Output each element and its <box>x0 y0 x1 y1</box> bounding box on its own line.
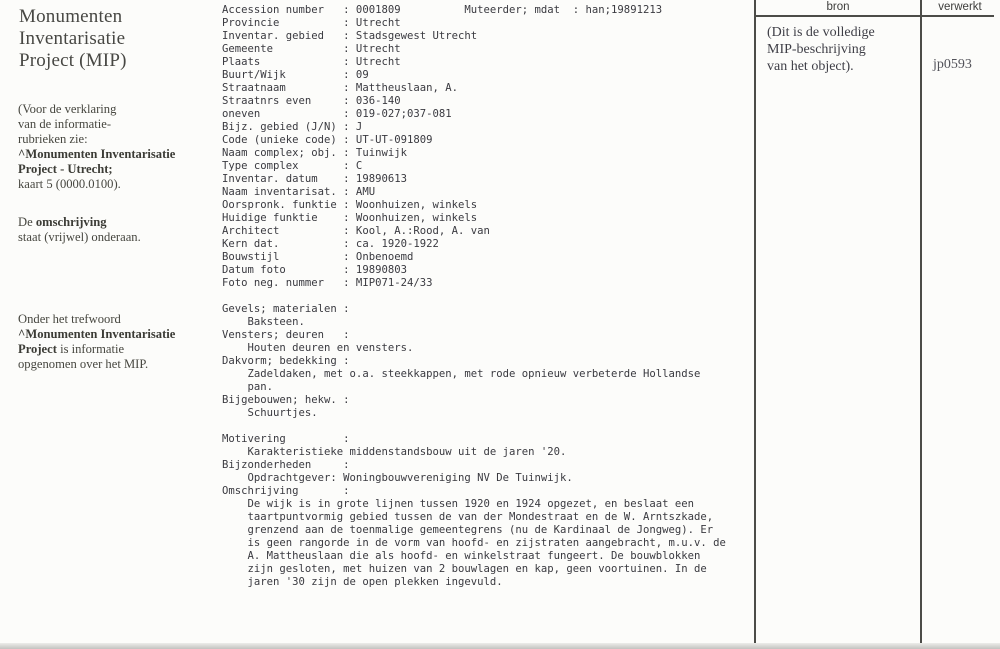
sidebar-note-trefwoord <box>18 312 175 372</box>
record-line: Opdrachtgever: Woningbouwvereniging NV De Tuinwijk. <box>222 472 573 484</box>
verwerkt-column-header: verwerkt <box>938 1 982 13</box>
sidebar-note-line: staat (vrijwel) onderaan. <box>18 230 141 244</box>
record-line: Code (unieke code) : UT-UT-091809 <box>222 134 433 146</box>
record-line: Type complex : C <box>222 160 363 172</box>
sidebar-note-line: Onder het trefwoord <box>18 312 121 326</box>
record-line: Schuurtjes. <box>222 407 318 419</box>
record-line: Bijgebouwen; hekw. : <box>222 394 350 406</box>
record-line: Zadeldaken, met o.a. steekkappen, met rode opnieuw verbeterde Hollandse <box>222 368 701 380</box>
record-line: Inventar. datum : 19890613 <box>222 173 407 185</box>
record-line: Bouwstijl : Onbenoemd <box>222 251 414 263</box>
sidebar-note-line: kaart 5 (0000.0100). <box>18 177 121 191</box>
record-line: Houten deuren en vensters. <box>222 342 414 354</box>
record-line: is geen rangorde in de vorm van hoofd- en zijstraten aangebracht, m.u.v. de <box>222 537 726 549</box>
sidebar-note-line: van de informatie- <box>18 117 112 131</box>
record-line: Baksteen. <box>222 316 305 328</box>
record-line: pan. <box>222 381 274 393</box>
record-line: Buurt/Wijk : 09 <box>222 69 369 81</box>
page-title <box>19 6 127 72</box>
bron-note-line: van het object). <box>767 59 854 74</box>
record-line: Vensters; deuren : <box>222 329 350 341</box>
record-line: Accession number : 0001809 Muteerder; mdat : han;19891213 <box>222 4 663 16</box>
record-line: grenzend aan de toenmalige gemeentegrens (nu de Kardinaal de Jongweg). Er <box>222 524 714 536</box>
record-line: Karakteristieke middenstandsbouw uit de jaren '20. <box>222 446 567 458</box>
record-line: Provincie : Utrecht <box>222 17 401 29</box>
sidebar-note-line: ^Monumenten Inventarisatie <box>18 327 176 341</box>
record-line: Huidige funktie : Woonhuizen, winkels <box>222 212 478 224</box>
verwerkt-cell-value: jp0593 <box>933 57 972 72</box>
table-column-divider <box>920 0 922 645</box>
table-header-rule <box>754 15 994 17</box>
record-line: Plaats : Utrecht <box>222 56 401 68</box>
mip-record-text <box>222 4 726 589</box>
record-line: Naam complex; obj. : Tuinwijk <box>222 147 407 159</box>
record-line: Oorspronk. funktie : Woonhuizen, winkels <box>222 199 478 211</box>
record-line: Kern dat. : ca. 1920-1922 <box>222 238 439 250</box>
sidebar-note-line: (Voor de verklaring <box>18 102 117 116</box>
sidebar-note-line: ^Monumenten Inventarisatie <box>18 147 176 161</box>
sidebar-note-line: rubrieken zie: <box>18 132 88 146</box>
record-line: Bijz. gebied (J/N) : J <box>222 121 363 133</box>
record-line: zijn gesloten, met huizen van 2 bouwlagen en kap, geen voortuinen. In de <box>222 563 707 575</box>
sidebar-note-line: De omschrijving <box>18 215 107 229</box>
record-line: Bijzonderheden : <box>222 459 350 471</box>
sidebar-note-line: opgenomen over het MIP. <box>18 357 149 371</box>
sidebar-note-line: Project - Utrecht; <box>18 162 113 176</box>
record-line: Omschrijving : <box>222 485 350 497</box>
table-border-left <box>754 0 756 645</box>
page-title-line: Project (MIP) <box>19 50 127 71</box>
bron-note-line: (Dit is de volledige <box>767 25 875 40</box>
sidebar-note-line: Project is informatie <box>18 342 125 356</box>
record-line: Architect : Kool, A.:Rood, A. van <box>222 225 490 237</box>
sidebar-note-omschrijving <box>18 215 141 245</box>
record-line: A. Mattheuslaan die als hoofd- en winkelstraat fungeert. De bouwblokken <box>222 550 701 562</box>
record-line <box>222 290 726 303</box>
record-line: Gevels; materialen : <box>222 303 350 315</box>
sidebar-note-verklaring <box>18 102 175 192</box>
scan-bottom-edge <box>0 643 1000 649</box>
record-line: taartpuntvormig gebied tussen de van der Mondestraat en de W. Arntszkade, <box>222 511 714 523</box>
record-line: Dakvorm; bedekking : <box>222 355 350 367</box>
record-line: Straatnaam : Mattheuslaan, A. <box>222 82 458 94</box>
bron-note-line: MIP-beschrijving <box>767 42 866 57</box>
page-title-line: Inventarisatie <box>19 28 126 49</box>
record-line: Motivering : <box>222 433 350 445</box>
bron-cell-note <box>767 24 875 75</box>
record-line: oneven : 019-027;037-081 <box>222 108 452 120</box>
record-line: jaren '30 zijn de open plekken ingevuld. <box>222 576 503 588</box>
record-line <box>222 420 726 433</box>
page-title-line: Monumenten <box>19 6 123 27</box>
record-line: Datum foto : 19890803 <box>222 264 407 276</box>
record-line: De wijk is in grote lijnen tussen 1920 en 1924 opgezet, en beslaat een <box>222 498 694 510</box>
record-line: Foto neg. nummer : MIP071-24/33 <box>222 277 433 289</box>
record-line: Straatnrs even : 036-140 <box>222 95 401 107</box>
record-line: Inventar. gebied : Stadsgewest Utrecht <box>222 30 478 42</box>
record-line: Gemeente : Utrecht <box>222 43 401 55</box>
bron-column-header: bron <box>826 1 850 13</box>
record-line: Naam inventarisat. : AMU <box>222 186 376 198</box>
